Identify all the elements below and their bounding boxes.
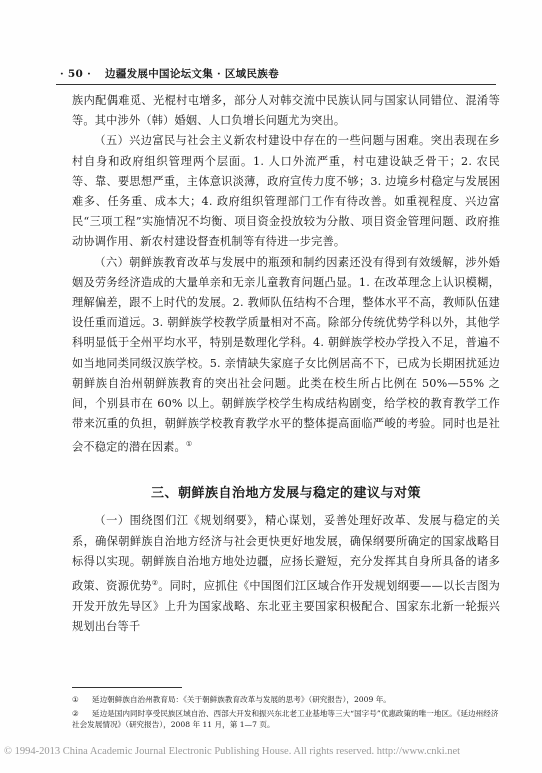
footnote-2-mark: ②: [72, 708, 79, 718]
running-title: 边疆发展中国论坛文集 · 区域民族卷: [105, 68, 279, 80]
footnote-2: [72, 708, 502, 731]
footnote-1-text: 延边朝鲜族自治州教育局：《关于朝鲜族教育改革与发展的思考》（研究报告），2009 年。: [92, 695, 391, 704]
running-header: [60, 66, 279, 81]
copyright-notice: © 1994-2013 China Academic Journal Electronic Publishing House. All rights reserved. http://www.cnki.net: [4, 746, 461, 757]
footnote-1: [72, 694, 502, 706]
footnote-2-text: 延边是国内同时享受民族区域自治、西部大开发和振兴东北老工业基地等三大“国字号”优惠政策的唯一地区。《延边州经济社会发展情况》（研究报告），2008 年 11 月，第 1—7 页。: [72, 708, 499, 729]
paragraph-one-text: （一）围绕图们江《规划纲要》，精心谋划，妥善处理好改革、发展与稳定的关系，确保朝鲜族自治地方经济与社会更快更好地发展，确保纲要所确定的国家战略目标得以实现。朝鲜族自治地方地处边疆，应扬长避短，充分发挥其自身所具备的诸多政策、资源优势: [72, 514, 500, 593]
body-text-lower: [72, 511, 500, 638]
body-text-upper: [72, 91, 500, 458]
paragraph-one-strategy: [72, 511, 500, 638]
paragraph-one-tail: 。同时，应抓住《中国图们江区域合作开发规划纲要——以长吉图为开发开放先导区》上升为国家战略、东北亚主要国家积极配合、国家东北新一轮振兴规划出台等千: [72, 579, 500, 634]
paragraph-continued: 族内配偶难觅、光棍村屯增多，部分人对韩交流中民族认同与国家认同错位、混淆等等。其中涉外（韩）婚姻、人口负增长问题尤为突出。: [72, 94, 500, 128]
footnote-rule: [72, 687, 182, 688]
footnote-1-mark: ①: [72, 695, 79, 704]
section-heading: 三、朝鲜族自治地方发展与稳定的建议与对策: [150, 486, 421, 501]
footnote-ref-1[interactable]: ①: [185, 440, 193, 449]
paragraph-six-text: （六）朝鲜族教育改革与发展中的瓶颈和制约因素还没有得到有效缓解，涉外婚姻及劳务经济造成的大量单亲和无亲儿童教育问题凸显。1. 在改革理念上认识模糊，理解偏差，跟不上时代的发展。2. 教师队伍结构不合理，整体水平不高，教师队伍建设任重而道远。3. 朝鲜族学校教学质量相对不高。除部分传统优势学科以外，其他学科明显低于全州平均水平，特别是数理化学科。4. 朝鲜族学校办学投入不足，普遍不如当地同类同级汉族学校。5. 亲情缺失家庭子女比例居高不下，已成为长期困扰延边朝鲜族自治州朝鲜族教育的突出社会问题。此类在校生所占比例在 50%—55% 之间，个别县市在 60% 以上。朝鲜族学校学生构成结构剧变，给学校的教育教学工作带来沉重的负担，朝鲜族学校教育教学水平的整体提高面临严峻的考验。同时也是社会不稳定的潜在因素。: [72, 255, 500, 455]
header-rule: [56, 84, 496, 85]
page-number: · 50 ·: [60, 68, 92, 80]
footnotes: [72, 694, 502, 733]
paragraph-five: （五）兴边富民与社会主义新农村建设中存在的一些问题与困难。突出表现在乡村自身和政府组织管理两个层面。1. 人口外流严重，村屯建设缺乏骨干；2. 农民等、靠、要思想严重，主体意识淡薄，政府宣传力度不够；3. 边境乡村稳定与发展困难多、任务重、成本大；4. 政府组织管理部门工作有待改善。如重视程度、兴边富民“三项工程”实施情况不均衡、项目资金投放较为分散、项目资金管理问题、政府推动协调作用、新农村建设督查机制等有待进一步完善。: [72, 134, 500, 249]
footnote-ref-2[interactable]: ②: [151, 578, 159, 587]
paragraph-six: [72, 253, 500, 459]
